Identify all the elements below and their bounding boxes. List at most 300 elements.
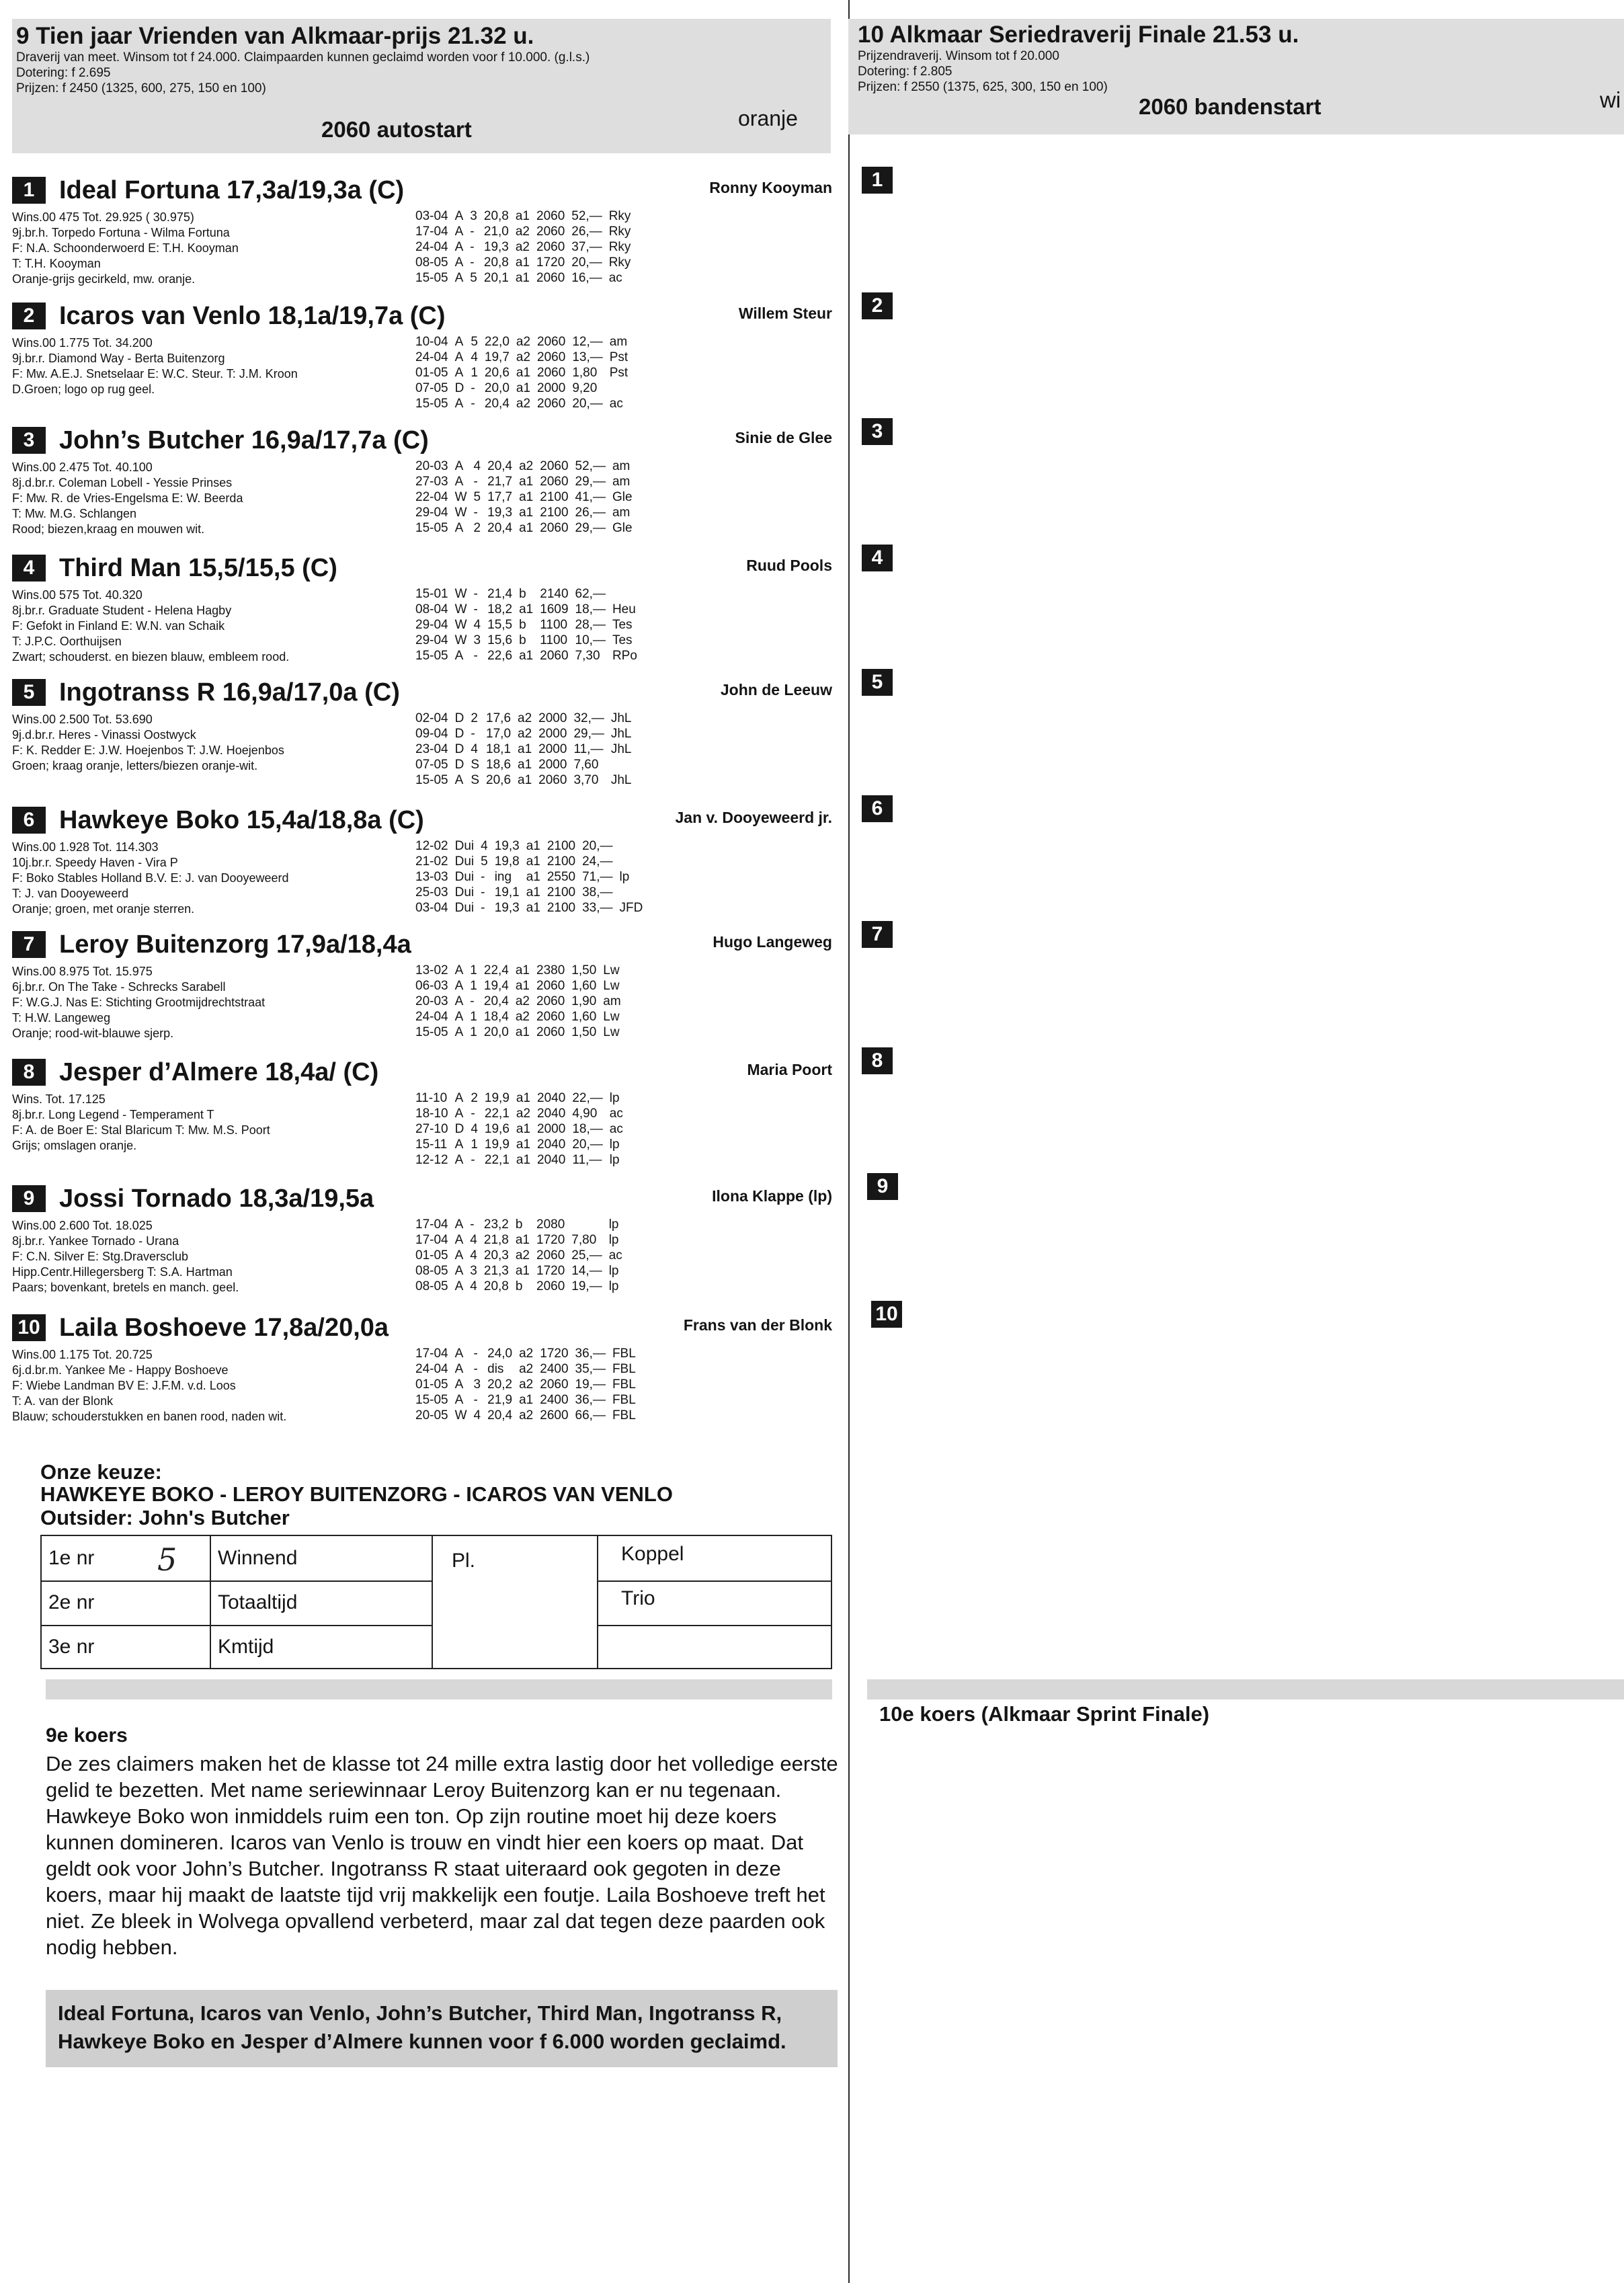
form-cell: 2000 bbox=[537, 1122, 566, 1136]
form-cell: 18,— bbox=[572, 1122, 603, 1136]
form-cell: 28,— bbox=[575, 618, 606, 632]
entry-header bbox=[12, 1182, 832, 1215]
form-row bbox=[415, 1263, 626, 1279]
form-cell: A bbox=[454, 1377, 464, 1392]
form-cell: 62,— bbox=[575, 587, 606, 601]
entry-header bbox=[12, 299, 832, 333]
form-row bbox=[415, 617, 641, 633]
form-row bbox=[415, 963, 624, 978]
race-10-title: 10 Alkmaar Seriedraverij Finale 21.53 u. bbox=[858, 22, 1299, 48]
form-row bbox=[415, 489, 636, 505]
form-cell: Rky bbox=[608, 255, 631, 270]
form-cell: 20,— bbox=[571, 255, 602, 270]
info-line: Rood; biezen,kraag en mouwen wit. bbox=[12, 522, 205, 536]
form-cell: 20,8 bbox=[483, 209, 509, 223]
form-cell: 2060 bbox=[536, 994, 565, 1008]
horse-name: Laila Boshoeve 17,8a/20,0a bbox=[59, 1313, 389, 1342]
form-cell: 12-02 bbox=[415, 839, 448, 853]
pick-heading: Onze keuze: bbox=[40, 1460, 162, 1484]
info-line: D.Groen; logo op rug geel. bbox=[12, 383, 155, 396]
form-cell: 18,2 bbox=[487, 602, 513, 616]
form-cell: 5 bbox=[470, 271, 477, 285]
form-cell: 2060 bbox=[540, 1377, 569, 1392]
form-cell: - bbox=[470, 240, 475, 254]
form-cell: 2060 bbox=[536, 1010, 565, 1024]
claim-box bbox=[46, 1990, 838, 2067]
race-10-dotering: Dotering: f 2.805 bbox=[858, 65, 952, 79]
form-cell: 21,9 bbox=[487, 1393, 513, 1407]
form-cell: A bbox=[454, 255, 464, 270]
form-cell: - bbox=[473, 649, 478, 663]
form-cell: 2000 bbox=[538, 758, 567, 772]
form-table bbox=[415, 838, 646, 916]
form-cell: 2060 bbox=[536, 1279, 565, 1293]
form-cell: 2600 bbox=[540, 1408, 569, 1423]
form-cell: Heu bbox=[612, 602, 636, 616]
race-10-conditions: Prijzendraverij. Winsom tot f 20.000 bbox=[858, 49, 1059, 63]
form-cell: 08-04 bbox=[415, 602, 448, 616]
form-cell: 2550 bbox=[546, 870, 576, 884]
info-line: 6j.br.r. On The Take - Schrecks Sarabell bbox=[12, 980, 226, 994]
form-cell: 36,— bbox=[575, 1347, 606, 1361]
form-cell: 18-10 bbox=[415, 1107, 448, 1121]
form-cell: 29,— bbox=[575, 475, 606, 489]
entry-header bbox=[12, 551, 832, 585]
form-cell: A bbox=[454, 209, 464, 223]
form-cell: 19,3 bbox=[483, 240, 509, 254]
form-cell: A bbox=[454, 963, 464, 977]
form-cell: 5 bbox=[481, 854, 488, 869]
info-line: Oranje; groen, met oranje sterren. bbox=[12, 902, 195, 916]
trio-label: Trio bbox=[621, 1587, 655, 1609]
race-10-prizes: Prijzen: f 2550 (1375, 625, 300, 150 en 100) bbox=[858, 80, 1108, 94]
horse-info bbox=[12, 210, 239, 287]
form-cell: D bbox=[454, 742, 464, 756]
form-cell: 19,— bbox=[575, 1377, 606, 1392]
form-cell: 4 bbox=[473, 1408, 481, 1423]
race-9-header bbox=[12, 19, 831, 153]
form-cell: Gle bbox=[612, 521, 633, 535]
form-cell: 15-05 bbox=[415, 397, 448, 411]
form-cell: 1 bbox=[470, 979, 477, 993]
form-cell: lp bbox=[609, 1153, 620, 1167]
info-line: Wins. Tot. 17.125 bbox=[12, 1092, 106, 1106]
form-cell: 2060 bbox=[536, 209, 565, 223]
driver-name: Ilona Klappe (lp) bbox=[712, 1187, 832, 1205]
form-cell: S bbox=[471, 773, 480, 787]
form-cell: A bbox=[454, 271, 464, 285]
form-cell: a1 bbox=[518, 758, 532, 772]
form-cell: 2060 bbox=[540, 649, 569, 663]
form-cell: 15-05 bbox=[415, 1025, 448, 1039]
form-cell: A bbox=[454, 475, 464, 489]
form-cell: 1,80 bbox=[572, 366, 598, 380]
row-1e-nr: 1e nr bbox=[48, 1547, 95, 1569]
entry-number: 4 bbox=[12, 555, 46, 582]
form-cell: A bbox=[454, 1010, 464, 1024]
form-cell: a1 bbox=[516, 1122, 531, 1136]
race-10-number-3: 3 bbox=[862, 418, 893, 445]
form-cell: A bbox=[454, 335, 464, 349]
entry-number: 5 bbox=[12, 679, 46, 706]
form-cell: 29,— bbox=[573, 727, 604, 741]
form-cell: 2040 bbox=[537, 1153, 566, 1167]
form-cell: 20,8 bbox=[483, 1279, 509, 1293]
form-cell: 03-04 bbox=[415, 209, 448, 223]
form-cell: a2 bbox=[515, 994, 530, 1008]
form-cell: - bbox=[473, 475, 478, 489]
form-cell: 20,6 bbox=[486, 773, 512, 787]
form-cell: 2060 bbox=[537, 350, 566, 364]
form-cell: - bbox=[470, 225, 475, 239]
form-cell: 22,4 bbox=[483, 963, 509, 977]
form-cell: Gle bbox=[612, 490, 633, 504]
form-cell: - bbox=[470, 994, 475, 1008]
form-cell: 18,1 bbox=[486, 742, 512, 756]
form-row bbox=[415, 586, 641, 602]
form-cell: 4 bbox=[470, 1248, 477, 1263]
form-cell: - bbox=[470, 255, 475, 270]
form-cell bbox=[608, 757, 635, 772]
form-cell: 20,2 bbox=[487, 1377, 513, 1392]
form-row bbox=[415, 1025, 624, 1040]
form-cell: 2000 bbox=[538, 727, 567, 741]
form-cell: Dui bbox=[454, 854, 475, 869]
form-cell: 2040 bbox=[537, 1091, 566, 1105]
form-cell: a1 bbox=[526, 854, 540, 869]
form-row bbox=[415, 505, 636, 520]
form-cell: A bbox=[454, 773, 464, 787]
form-cell: 2040 bbox=[537, 1107, 566, 1121]
form-cell bbox=[609, 586, 641, 602]
form-cell: - bbox=[473, 506, 478, 520]
form-cell: Dui bbox=[454, 870, 475, 884]
form-cell: A bbox=[454, 1091, 464, 1105]
form-cell: 22,1 bbox=[484, 1107, 510, 1121]
form-cell: A bbox=[454, 994, 464, 1008]
info-line: F: Boko Stables Holland B.V. E: J. van Dooyeweerd bbox=[12, 871, 289, 885]
entry-number: 2 bbox=[12, 303, 46, 329]
form-cell bbox=[568, 1217, 605, 1232]
form-cell: 13,— bbox=[572, 350, 603, 364]
form-cell: 20,— bbox=[572, 1137, 603, 1152]
form-cell: 2100 bbox=[546, 854, 576, 869]
form-cell: A bbox=[454, 1347, 464, 1361]
form-cell: 21,3 bbox=[483, 1264, 509, 1278]
horse-name: Jossi Tornado 18,3a/19,5a bbox=[59, 1184, 374, 1213]
form-cell: lp bbox=[619, 870, 630, 884]
form-cell: Rky bbox=[608, 225, 631, 239]
info-line: Wins.00 1.175 Tot. 20.725 bbox=[12, 1348, 153, 1361]
form-cell: 2060 bbox=[540, 521, 569, 535]
form-cell bbox=[616, 885, 647, 900]
form-cell: a1 bbox=[526, 839, 540, 853]
form-cell: 24,— bbox=[582, 854, 613, 869]
form-cell: 1720 bbox=[536, 1233, 565, 1247]
info-line: F: N.A. Schoonderwoerd E: T.H. Kooyman bbox=[12, 241, 239, 255]
form-cell: 1720 bbox=[536, 1264, 565, 1278]
form-cell: a2 bbox=[516, 397, 531, 411]
form-row bbox=[415, 1346, 639, 1361]
form-cell: a2 bbox=[516, 350, 531, 364]
form-cell: a2 bbox=[518, 711, 532, 725]
info-line: F: Wiebe Landman BV E: J.F.M. v.d. Loos bbox=[12, 1379, 236, 1392]
form-row bbox=[415, 1152, 626, 1168]
form-table bbox=[415, 586, 641, 664]
form-cell: 11-10 bbox=[415, 1091, 448, 1105]
form-cell: 07-05 bbox=[415, 381, 448, 395]
form-cell: 4 bbox=[471, 1122, 478, 1136]
form-row bbox=[415, 334, 631, 350]
form-cell: 01-05 bbox=[415, 1248, 448, 1263]
info-line: F: Gefokt in Finland E: W.N. van Schaik bbox=[12, 619, 225, 633]
form-row bbox=[415, 520, 636, 536]
form-cell: 41,— bbox=[575, 490, 606, 504]
race-9-conditions: Draverij van meet. Winsom tot f 24.000. Claimpaarden kunnen geclaimd worden voor f 10.000. (g.l.s.) bbox=[16, 50, 590, 65]
form-cell: 1 bbox=[470, 963, 477, 977]
form-cell: a1 bbox=[518, 773, 532, 787]
form-cell: am bbox=[603, 994, 621, 1008]
form-cell: 37,— bbox=[571, 240, 602, 254]
form-cell: 2060 bbox=[537, 335, 566, 349]
form-cell: - bbox=[473, 587, 478, 601]
form-cell: a2 bbox=[515, 225, 530, 239]
form-cell: a1 bbox=[516, 381, 531, 395]
form-cell: 15-05 bbox=[415, 1393, 448, 1407]
form-cell: 2060 bbox=[540, 475, 569, 489]
form-cell: 2140 bbox=[540, 587, 569, 601]
form-cell: 4 bbox=[473, 618, 481, 632]
form-cell: 15-01 bbox=[415, 587, 448, 601]
form-cell: 01-05 bbox=[415, 366, 448, 380]
form-cell: 1,50 bbox=[571, 963, 597, 977]
form-cell: 3 bbox=[470, 1264, 477, 1278]
form-cell: 26,— bbox=[575, 506, 606, 520]
form-cell: a1 bbox=[515, 1025, 530, 1039]
form-cell bbox=[616, 854, 647, 869]
form-cell: 20,0 bbox=[484, 381, 510, 395]
form-row bbox=[415, 224, 634, 239]
form-cell: 2 bbox=[473, 521, 481, 535]
form-cell: 15-05 bbox=[415, 521, 448, 535]
horse-info bbox=[12, 460, 243, 537]
form-cell: 2100 bbox=[546, 901, 576, 915]
form-cell: a1 bbox=[519, 475, 534, 489]
entry-number: 1 bbox=[12, 177, 46, 204]
info-line: Hipp.Centr.Hillegersberg T: S.A. Hartman bbox=[12, 1265, 233, 1279]
form-cell: a1 bbox=[515, 271, 530, 285]
form-cell: Dui bbox=[454, 839, 475, 853]
form-cell: JFD bbox=[619, 901, 643, 915]
form-cell: a1 bbox=[516, 1153, 531, 1167]
pl-label: Pl. bbox=[452, 1550, 476, 1572]
form-cell: a2 bbox=[516, 335, 531, 349]
form-cell: 19,9 bbox=[484, 1137, 510, 1152]
horse-info bbox=[12, 1092, 270, 1154]
form-cell: D bbox=[454, 381, 464, 395]
form-cell: 2040 bbox=[537, 1137, 566, 1152]
form-cell: Dui bbox=[454, 901, 475, 915]
horse-entry bbox=[12, 1055, 832, 1167]
form-cell: b bbox=[515, 1279, 523, 1293]
form-row bbox=[415, 838, 646, 854]
form-cell: 20-03 bbox=[415, 459, 448, 473]
form-cell: 14,— bbox=[571, 1264, 602, 1278]
form-cell: 3 bbox=[470, 209, 477, 223]
form-row bbox=[415, 458, 636, 474]
form-cell: 24,0 bbox=[487, 1347, 513, 1361]
form-table bbox=[415, 711, 635, 788]
form-cell: 3,70 bbox=[573, 773, 599, 787]
entry-header bbox=[12, 803, 832, 837]
form-row bbox=[415, 1361, 639, 1377]
info-line: Wins.00 2.475 Tot. 40.100 bbox=[12, 460, 153, 474]
info-line: F: Mw. A.E.J. Snetselaar E: W.C. Steur. T: J.M. Kroon bbox=[12, 367, 298, 380]
entry-header bbox=[12, 1055, 832, 1089]
form-cell: 2060 bbox=[536, 240, 565, 254]
form-cell: JhL bbox=[610, 742, 632, 756]
form-cell: 08-05 bbox=[415, 1279, 448, 1293]
form-row bbox=[415, 648, 641, 664]
form-cell: 29-04 bbox=[415, 506, 448, 520]
horse-info bbox=[12, 964, 265, 1041]
form-cell: a2 bbox=[519, 459, 534, 473]
form-cell: 17-04 bbox=[415, 1347, 448, 1361]
form-cell: 20,4 bbox=[487, 1408, 513, 1423]
form-row bbox=[415, 474, 636, 489]
horse-entry bbox=[12, 676, 832, 787]
form-cell: 20,4 bbox=[484, 397, 510, 411]
form-row bbox=[415, 602, 641, 617]
form-cell: W bbox=[454, 506, 467, 520]
form-cell: Pst bbox=[609, 350, 628, 364]
entry-number: 3 bbox=[12, 427, 46, 454]
form-cell: JhL bbox=[610, 711, 632, 725]
form-row bbox=[415, 994, 624, 1009]
form-cell: A bbox=[454, 1233, 464, 1247]
horse-entry bbox=[12, 424, 832, 536]
form-cell bbox=[606, 380, 631, 396]
form-cell: lp bbox=[608, 1233, 619, 1247]
form-row bbox=[415, 869, 646, 885]
horse-entry bbox=[12, 173, 832, 286]
form-cell: 2 bbox=[471, 1091, 478, 1105]
form-cell: a2 bbox=[519, 1347, 534, 1361]
form-cell: 02-04 bbox=[415, 711, 448, 725]
form-cell: A bbox=[454, 1362, 464, 1376]
race-9-title: 9 Tien jaar Vrienden van Alkmaar-prijs 21.32 u. bbox=[16, 23, 534, 49]
form-cell: A bbox=[454, 459, 464, 473]
form-cell: Lw bbox=[603, 979, 620, 993]
form-cell: - bbox=[481, 901, 485, 915]
form-cell: 2060 bbox=[536, 225, 565, 239]
form-cell: 7,30 bbox=[575, 649, 600, 663]
form-cell: 19,9 bbox=[484, 1091, 510, 1105]
form-cell: D bbox=[454, 758, 464, 772]
form-cell: 52,— bbox=[571, 209, 602, 223]
form-cell: 2060 bbox=[538, 773, 567, 787]
form-cell: Tes bbox=[612, 618, 633, 632]
info-line: F: Mw. R. de Vries-Engelsma E: W. Beerda bbox=[12, 491, 243, 505]
info-line: Paars; bovenkant, bretels en manch. geel. bbox=[12, 1281, 239, 1294]
form-cell: am bbox=[612, 475, 631, 489]
form-cell: a1 bbox=[515, 255, 530, 270]
race-10-start: 2060 bandenstart bbox=[1139, 94, 1322, 119]
form-cell: S bbox=[471, 758, 480, 772]
form-row bbox=[415, 854, 646, 869]
form-cell: 20,8 bbox=[483, 255, 509, 270]
winnend-label: Winnend bbox=[218, 1547, 298, 1569]
info-line: 8j.br.r. Long Legend - Temperament T bbox=[12, 1108, 214, 1121]
form-cell: FBL bbox=[612, 1377, 636, 1392]
analysis-text: De zes claimers maken het de klasse tot 24 mille extra lastig door het volledige eerste gelid te bezetten. Met name seriewinnaar Leroy Buitenzorg kan er nu tegenaan. Hawkeye Boko won inmiddels ruim een ton. Op zijn routine moet hij deze koers kunnen domineren. Icaros van Venlo is trouw en vindt hier een koers op maat. Dat geldt ook voor John’s Butcher. Ingotranss R staat uiteraard ook gegoten in deze koers, maar hij maakt de laatste tijd vrij makkelijk een foutje. Laila Boshoeve treft het niet. Ze bleek in Wolvega opvallend verbeterd, maar zal dat tegen deze paarden ook nodig hebben. bbox=[46, 1752, 838, 1959]
form-cell: 24-04 bbox=[415, 1010, 448, 1024]
form-cell: 32,— bbox=[573, 711, 604, 725]
form-cell: a1 bbox=[526, 885, 540, 899]
form-cell: a2 bbox=[515, 1010, 530, 1024]
form-cell: a1 bbox=[519, 649, 534, 663]
form-cell: 11,— bbox=[572, 1153, 602, 1167]
form-cell: 15,6 bbox=[487, 633, 513, 647]
form-cell: 17,7 bbox=[487, 490, 513, 504]
form-cell: 1,50 bbox=[571, 1025, 597, 1039]
form-cell: 26,— bbox=[571, 225, 602, 239]
form-row bbox=[415, 1392, 639, 1408]
form-cell: 21,4 bbox=[487, 587, 513, 601]
info-line: F: A. de Boer E: Stal Blaricum T: Mw. M.S. Poort bbox=[12, 1123, 270, 1137]
form-row bbox=[415, 1217, 626, 1232]
form-cell: 2100 bbox=[540, 490, 569, 504]
form-cell: 19,3 bbox=[487, 506, 513, 520]
form-cell: 4 bbox=[473, 459, 481, 473]
info-line: Blauw; schouderstukken en banen rood, naden wit. bbox=[12, 1410, 287, 1423]
form-cell: 20-05 bbox=[415, 1408, 448, 1423]
form-cell: 18,6 bbox=[486, 758, 512, 772]
form-cell: 4 bbox=[470, 1279, 477, 1293]
info-line: Oranje-grijs gecirkeld, mw. oranje. bbox=[12, 272, 196, 286]
form-cell: - bbox=[481, 885, 485, 899]
form-row bbox=[415, 772, 635, 788]
race-10-number-8: 8 bbox=[862, 1047, 893, 1074]
info-line: Wins.00 8.975 Tot. 15.975 bbox=[12, 965, 153, 978]
race-9-color: oranje bbox=[738, 106, 798, 130]
form-cell: 21-02 bbox=[415, 854, 448, 869]
form-cell: 18,4 bbox=[483, 1010, 509, 1024]
form-cell: a1 bbox=[519, 490, 534, 504]
info-line: 9j.br.h. Torpedo Fortuna - Wilma Fortuna bbox=[12, 226, 230, 239]
form-row bbox=[415, 1090, 626, 1106]
horse-info bbox=[12, 588, 289, 665]
form-cell: Lw bbox=[603, 1025, 620, 1039]
race-10-number-4: 4 bbox=[862, 545, 893, 571]
form-cell: 29-04 bbox=[415, 633, 448, 647]
form-row bbox=[415, 380, 631, 396]
race-10-number-1: 1 bbox=[862, 167, 893, 194]
entry-header bbox=[12, 424, 832, 457]
form-cell: 17,0 bbox=[486, 727, 512, 741]
info-line: F: W.G.J. Nas E: Stichting Grootmijdrechtstraat bbox=[12, 996, 266, 1009]
form-cell: 3 bbox=[473, 633, 481, 647]
form-cell: 1,60 bbox=[571, 1010, 597, 1024]
form-cell: 24-04 bbox=[415, 350, 448, 364]
form-cell: a2 bbox=[515, 240, 530, 254]
form-cell: 21,0 bbox=[483, 225, 509, 239]
form-cell: 27-10 bbox=[415, 1122, 448, 1136]
form-row bbox=[415, 1377, 639, 1392]
form-cell: A bbox=[454, 1248, 464, 1263]
form-cell: 15-05 bbox=[415, 773, 448, 787]
form-cell: a1 bbox=[516, 366, 531, 380]
